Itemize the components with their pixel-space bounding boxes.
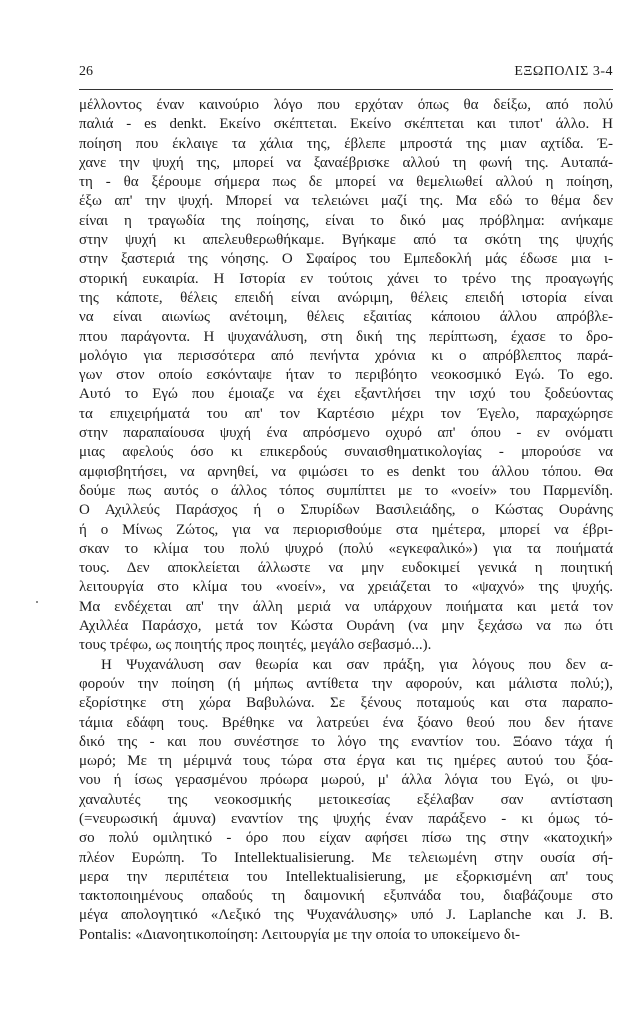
text-line: Η Ψυχανάλυση σαν θεωρία και σαν πράξη, για λόγους που δεν α- xyxy=(101,656,613,673)
text-line: είναι η τραγωδία της ποίησης, είναι το δικό μας πρόβλημα: ανήκαμε xyxy=(79,212,613,229)
text-line: ή ο Μίνως Ζώτος, για να περιορισθούμε στα ημέτερα, μπορεί να έβρι- xyxy=(79,521,613,538)
text-line: χαναλυτές της νεοκοσμικής μετοικεσίας εξέλαβαν σαν αντίσταση xyxy=(79,791,613,808)
text-line: σο πολύ ομιλητικό - όρο που είχαν αφήσει πίσω της στην «κατοχική» xyxy=(79,830,613,847)
text-line: μολόγιο για περισσότερα από πενήντα χρόνια κι ο απρόβλεπτος παρά- xyxy=(79,347,613,364)
text-line: Αχιλλέα Παράσχο, μετά τον Κώστα Ουράνη (να μην ξεχάσω να πω ότι xyxy=(79,618,613,635)
text-line: γων στον οποίο εσκόνταψε ήταν το περιβόητο νεοκοσμικό Εγώ. Το ego. xyxy=(79,367,613,384)
paragraph-2 xyxy=(79,656,613,945)
text-line: Ο Αχιλλεύς Παράσχος ή ο Σπυρίδων Βασιλειάδης, ο Κώστας Ουράνης xyxy=(79,502,613,519)
text-line: αμφισβητήσει, να αρνηθεί, να φιμώσει το es denkt του άλλου τόπου. Θα xyxy=(79,463,613,480)
text-line: σκαν το κλίμα του πολύ ψυχρό (πολύ «εγκεφαλικό») για τα ποιήματά xyxy=(79,540,613,557)
text-line: μέγα απολογητικό «Λεξικό της Ψυχανάλυσης» υπό J. Laplanche και J. B. xyxy=(79,907,613,924)
text-line: παλιά - es denkt. Εκείνο σκέπτεται. Εκείνο σκέπτεται και τιποτ' άλλο. Η xyxy=(79,116,613,133)
text-line: ποίηση που έκλαιγε τα χάλια της, έβλεπε μπροστά της μιαν αχτίδα. Έ- xyxy=(79,135,613,152)
text-line: στορική ευκαιρία. Η Ιστορία εν τούτοις χάνει το τρένο της προαγωγής xyxy=(79,270,613,287)
text-line: Μα ενδέχεται απ' την άλλη μεριά να υπάρχουν ποιήματα και μετά τον xyxy=(79,598,613,615)
text-line: τα επιχειρήματά του απ' τον Καρτέσιο μέχρι τον Έγελο, παραχώρησε xyxy=(79,405,613,422)
body-text xyxy=(79,96,613,945)
header-rule xyxy=(79,89,613,90)
text-line: νου ή ίσως γερασμένου πρόωρα μωρού, μ' άλλα λόγια του Εγώ, οι ψυ- xyxy=(79,772,613,789)
text-line: τακτοποιημένους οπαδούς τη δαιμονική εξυπνάδα του, διαβάζουμε στο xyxy=(79,888,613,905)
text-line: μερα την περιπέτεια του Intellektualisierung, με εξορκισμένη απ' τους xyxy=(79,868,613,885)
page-header xyxy=(79,64,613,84)
text-line: (=νευρωσική άμυνα) εναντίον της ψυχής έναν παράξενο - κι όμως τό- xyxy=(79,810,613,827)
text-line: της κάποτε, θέλεις επειδή είναι ανώριμη, θέλεις επειδή ιστορία είναι xyxy=(79,289,613,306)
text-line: στην παραπαίουσα ψυχή ένα απρόσμενο οχυρό απ' όπου - εν ονόματι xyxy=(79,425,613,442)
text-line: Pontalis: «Διανοητικοποίηση: Λειτουργία με την οποία το υποκείμενο δι- xyxy=(79,926,520,943)
text-line: στην ψυχή κι απελευθερωθήκαμε. Βγήκαμε από τα σκότη της ψυχής xyxy=(79,232,613,249)
text-line: μέλλοντος έναν καινούριο λόγο που ερχόταν όπως θα δείξω, από πολύ xyxy=(79,97,613,113)
text-line: πλέον Ευρώπη. Το Intellektualisierung. Με τελειωμένη στην ουσία σή- xyxy=(79,849,613,866)
page-number: 26 xyxy=(79,64,93,79)
text-line: χανε την ψυχή της, μπορεί να ξαναέβρισκε αλλού τη φωνή της. Αυταπά- xyxy=(79,154,613,171)
text-line: μιας αφελούς όσο κι επικερδούς συναισθηματικολογίας - μπορούσε να xyxy=(79,444,613,461)
margin-speck xyxy=(36,601,38,603)
text-line: δικό της - και που συνέστησε το λόγο της εναντίον του. Ξόανο τάχα ή xyxy=(79,733,613,750)
text-line: έξω απ' την ψυχή. Μπορεί να τελειώνει μαζί της. Μα εδώ το θέμα δεν xyxy=(79,193,613,210)
paragraph-1 xyxy=(79,96,613,656)
text-line: μωρό; Με τη μέριμνά τους τώρα στα έργα και τις ημέρες αυτού του ξόα- xyxy=(79,753,613,770)
running-title: ΕΞΩΠΟΛΙΣ 3-4 xyxy=(514,64,613,79)
text-line: τάμια εδάφη τους. Βρέθηκε να λατρεύει ένα ξόανο θεού που δεν ήτανε xyxy=(79,714,613,731)
text-line: Αυτό το Εγώ που έμοιαζε να έχει εξαντλήσει την ισχύ του ξοδεύοντας xyxy=(79,386,613,403)
text-line: τους. Δεν αποκλείεται άλλωστε να μην ευδοκιμεί γενικά η ποιητική xyxy=(79,560,613,577)
text-line: πτου παράγοντα. Η ψυχανάλυση, στη δική της περίπτωση, έχασε το δρο- xyxy=(79,328,613,345)
text-line: στην ξαστεριά της νόησης. Ο Σφαίρος του Εμπεδοκλή μάς έδωσε μια ι- xyxy=(79,251,613,268)
text-line: δούμε πως αυτός ο άλλος τόπος συμπίπτει με το «νοείν» του Παρμενίδη. xyxy=(79,482,613,499)
text-line: τους τρέφω, ως ποιητής προς ποιητές, μεγάλο σεβασμό...). xyxy=(79,637,432,654)
text-line: εξορίστηκε στη χώρα Βαβυλώνα. Σε ξένους ποταμούς και στα παραπο- xyxy=(79,695,613,712)
text-line: φορούν την ποίηση (ή μήπως αντίθετα την αφορούν, και μάλιστα πολύ;), xyxy=(79,675,613,692)
text-line: να είναι αιωνίως ανέτοιμη, θέλεις εξαιτίας κάποιου άλλου απρόβλε- xyxy=(79,309,613,326)
text-line: λειτουργία στο κλίμα του «νοείν», να χρειάζεται το «ψαχνό» της ψυχής. xyxy=(79,579,613,596)
text-line: τη - θα ξέρουμε σήμερα πως δε μπορεί να θεμελιωθεί αλλού η ποίηση, xyxy=(79,174,613,191)
